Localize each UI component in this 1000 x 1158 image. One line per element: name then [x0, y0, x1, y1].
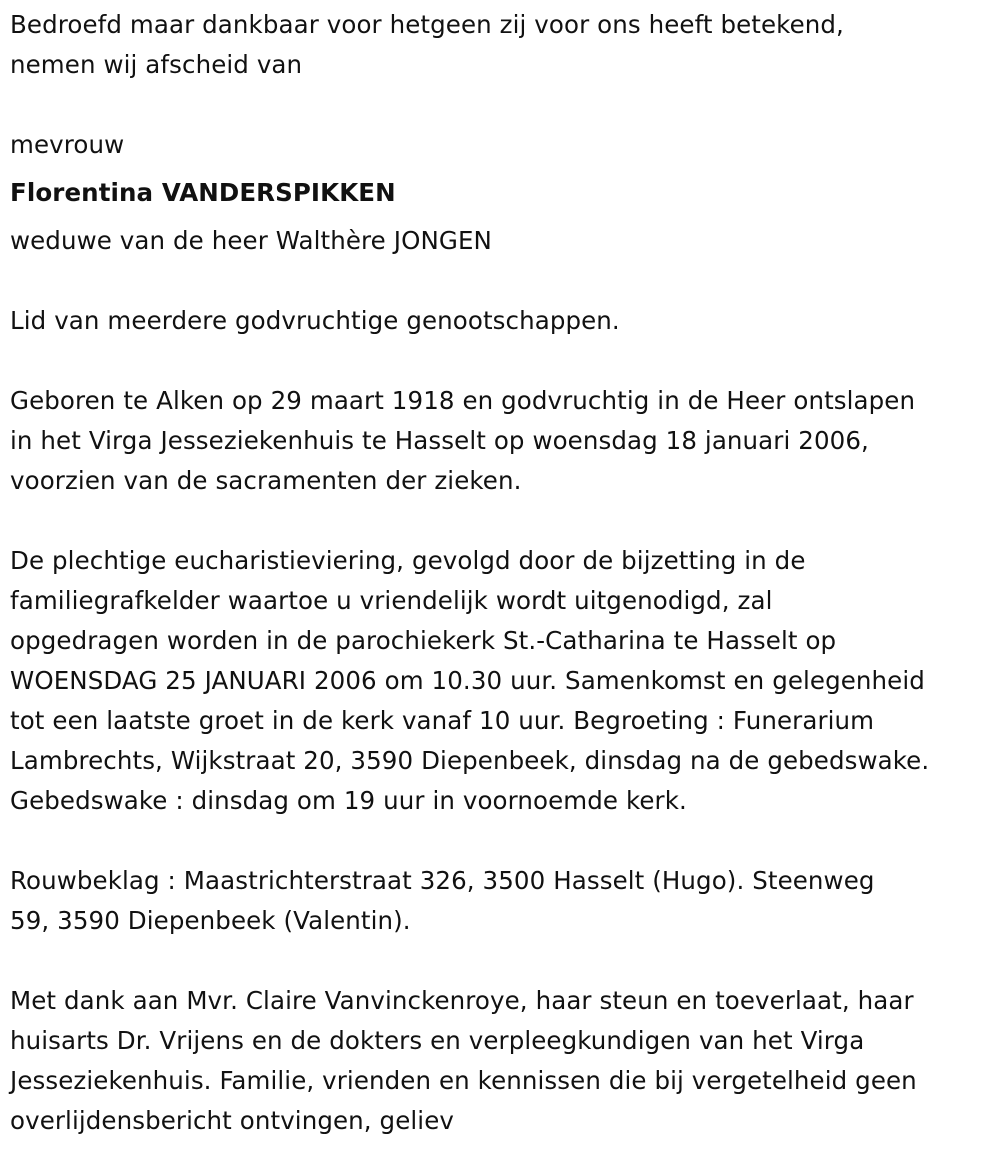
ceremony-line: familiegrafkelder waartoe u vriendelijk wordt uitgenodigd, zal — [10, 586, 773, 615]
spacer — [10, 261, 995, 301]
birth-death-line: in het Virga Jesseziekenhuis te Hasselt op woensdag 18 januari 2006, — [10, 426, 869, 455]
birth-death-line: voorzien van de sacramenten der zieken. — [10, 466, 522, 495]
honorific: mevrouw — [10, 130, 125, 159]
condolence-paragraph — [10, 861, 995, 941]
spacer — [10, 501, 995, 541]
deceased-name: Florentina VANDERSPIKKEN — [10, 178, 396, 207]
condolence-line: 59, 3590 Diepenbeek (Valentin). — [10, 906, 411, 935]
thanks-line: Jesseziekenhuis. Familie, vrienden en kennissen die bij vergetelheid geen — [10, 1066, 917, 1095]
intro-paragraph — [10, 5, 995, 85]
ceremony-line: tot een laatste groet in de kerk vanaf 10 uur. Begroeting : Funerarium — [10, 706, 875, 735]
thanks-line: overlijdensbericht ontvingen, geliev — [10, 1106, 454, 1135]
obituary-document — [10, 5, 995, 1141]
widow-of: weduwe van de heer Walthère JONGEN — [10, 226, 492, 255]
ceremony-line: Gebedswake : dinsdag om 19 uur in voornoemde kerk. — [10, 786, 687, 815]
intro-line: nemen wij afscheid van — [10, 50, 303, 79]
spacer — [10, 821, 995, 861]
birth-death-line: Geboren te Alken op 29 maart 1918 en godvruchtig in de Heer ontslapen — [10, 386, 916, 415]
ceremony-paragraph — [10, 541, 995, 821]
thanks-line: huisarts Dr. Vrijens en de dokters en verpleegkundigen van het Virga — [10, 1026, 865, 1055]
ceremony-line: De plechtige eucharistieviering, gevolgd door de bijzetting in de — [10, 546, 806, 575]
condolence-line: Rouwbeklag : Maastrichterstraat 326, 3500 Hasselt (Hugo). Steenweg — [10, 866, 875, 895]
ceremony-line: WOENSDAG 25 JANUARI 2006 om 10.30 uur. Samenkomst en gelegenheid — [10, 666, 925, 695]
membership: Lid van meerdere godvruchtige genootschappen. — [10, 306, 620, 335]
ceremony-line: opgedragen worden in de parochiekerk St.-Catharina te Hasselt op — [10, 626, 837, 655]
intro-line: Bedroefd maar dankbaar voor hetgeen zij voor ons heeft betekend, — [10, 10, 844, 39]
spacer — [10, 85, 995, 125]
thanks-line: Met dank aan Mvr. Claire Vanvinckenroye, haar steun en toeverlaat, haar — [10, 986, 914, 1015]
spacer — [10, 341, 995, 381]
spacer — [10, 941, 995, 981]
thanks-paragraph — [10, 981, 995, 1141]
birth-death-paragraph — [10, 381, 995, 501]
ceremony-line: Lambrechts, Wijkstraat 20, 3590 Diepenbeek, dinsdag na de gebedswake. — [10, 746, 930, 775]
